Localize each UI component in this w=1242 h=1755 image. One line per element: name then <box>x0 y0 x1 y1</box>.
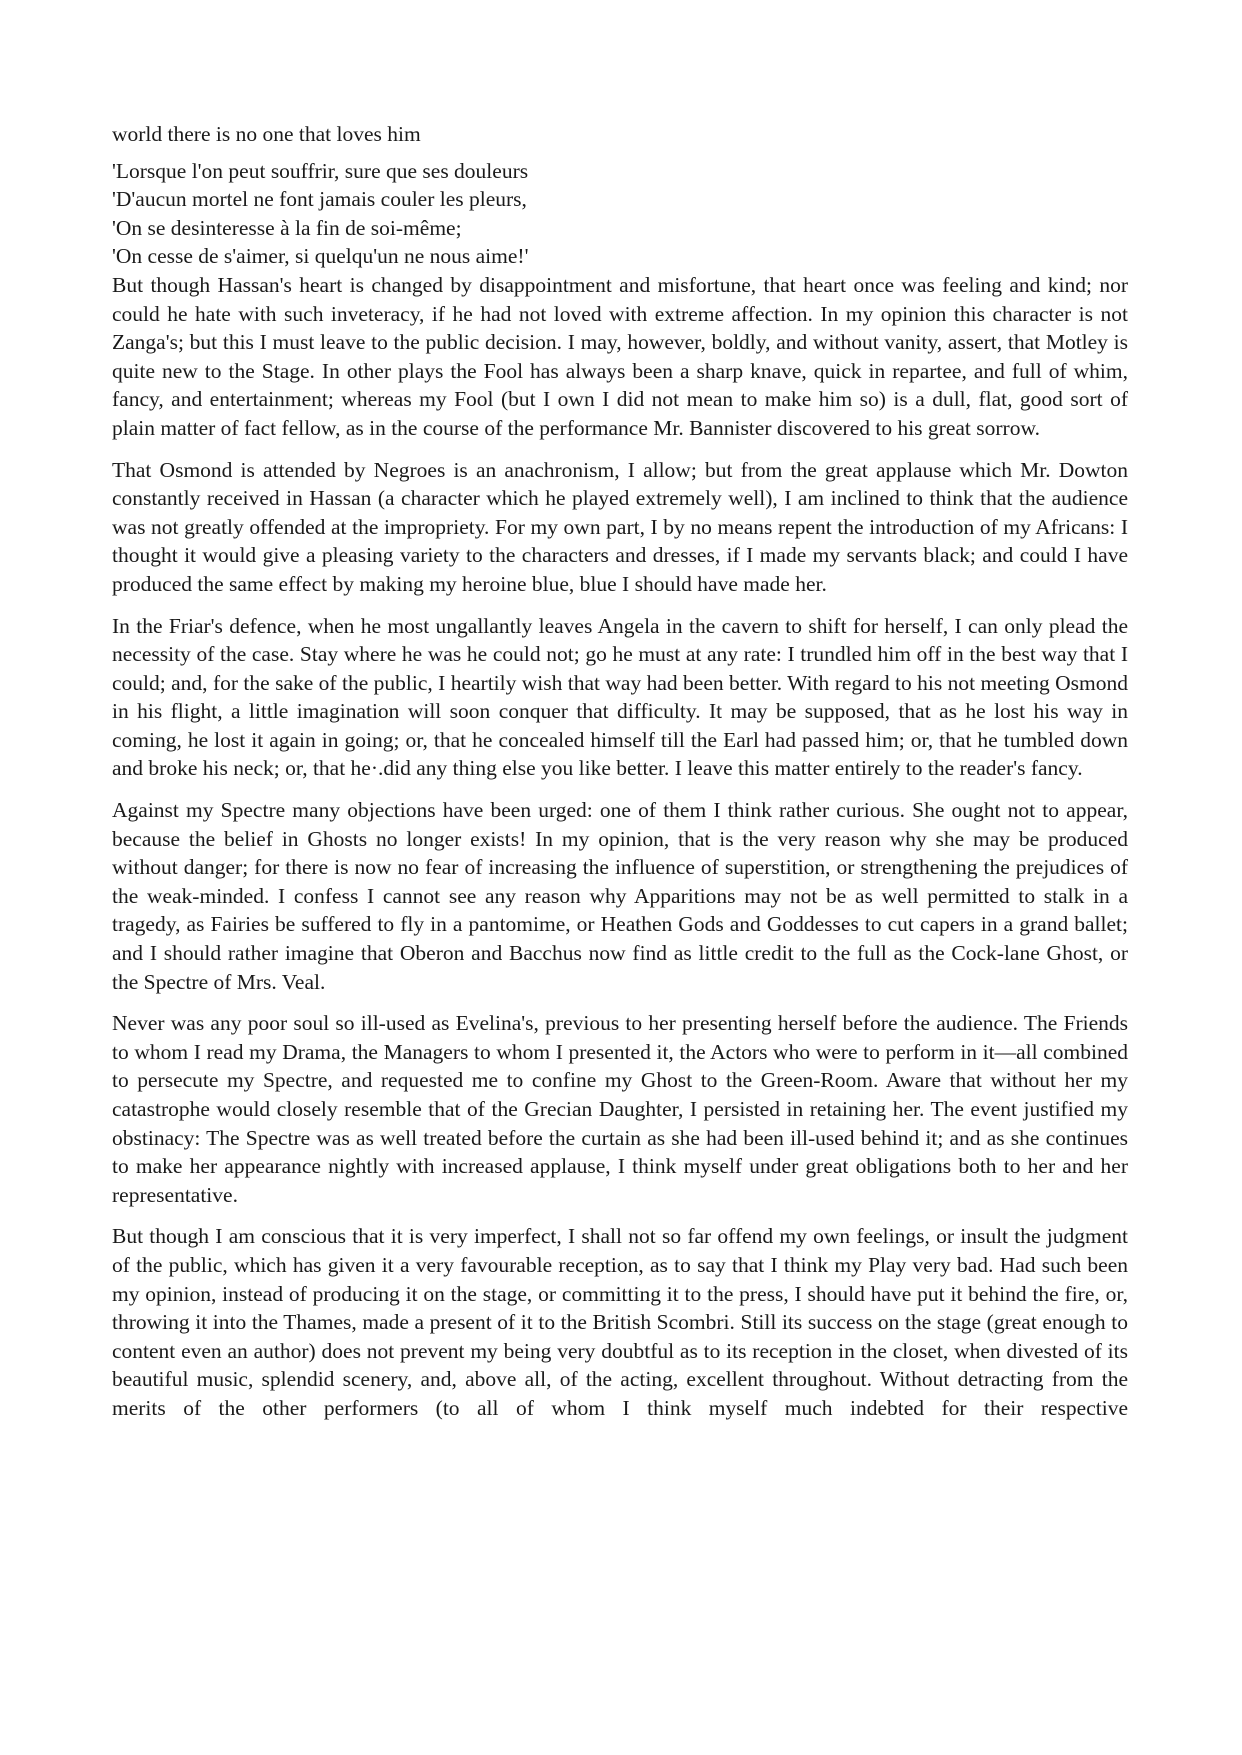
verse-line: 'On se desinteresse à la fin de soi-même; <box>112 215 462 240</box>
paragraph-negroes: That Osmond is attended by Negroes is an anachronism, I allow; but from the great applause which Mr. Dowton constantly received in Hassan (a character which he played extremely well), I am inclined to think that the audience was not greatly offended at the impropriety. For my own part, I by no means repent the introduction of my Africans: I thought it would give a pleasing variety to the characters and dresses, if I made my servants black; and could I have produced the same effect by making my heroine blue, blue I should have made her. <box>112 457 1128 596</box>
paragraph-evelina: Never was any poor soul so ill-used as Evelina's, previous to her presenting herself before the audience. The Friends to whom I read my Drama, the Managers to whom I presented it, the Actors who were to perform in it—all combined to persecute my Spectre, and requested me to confine my Ghost to the Green-Room. Aware that without her my catastrophe would closely resemble that of the Grecian Daughter, I persisted in retaining her. The event justified my obstinacy: The Spectre was as well treated before the curtain as she had been ill-used behind it; and as she continues to make her appearance nightly with increased applause, I think myself under great obligations both to her and her representative. <box>112 1011 1128 1207</box>
verse-line: 'Lorsque l'on peut souffrir, sure que ses douleurs <box>112 158 529 183</box>
paragraph-hassan-motley: But though Hassan's heart is changed by disappointment and misfortune, that heart once was feeling and kind; nor could he hate with such inveteracy, if he had not loved with extreme affection. In my opinion this character is not Zanga's; but this I must leave to the public decision. I may, however, boldly, and without vanity, assert, that Motley is quite new to the Stage. In other plays the Fool has always been a sharp knave, quick in repartee, and full of whim, fancy, and entertainment; whereas my Fool (but I own I did not mean to make him so) is a dull, flat, good sort of plain matter of fact fellow, as in the course of the performance Mr. Bannister discovered to his great sorrow. <box>112 272 1128 440</box>
verse-line: 'D'aucun mortel ne font jamais couler les pleurs, <box>112 187 527 212</box>
opening-line: world there is no one that loves him <box>112 122 421 146</box>
document-page <box>112 120 1128 1423</box>
paragraph-friar: In the Friar's defence, when he most ungallantly leaves Angela in the cavern to shift for herself, I can only plead the necessity of the case. Stay where he was he could not; go he must at any rate: I trundled him off in the best way that I could; and, for the sake of the public, I heartily wish that way had been better. With regard to his not meeting Osmond in his flight, a little imagination will soon conquer that difficulty. It may be supposed, that as he lost his way in coming, he lost it again in going; or, that he concealed himself till the Earl had passed him; or, that he tumbled down and broke his neck; or, that he·.did any thing else you like better. I leave this matter entirely to the reader's fancy. <box>112 613 1128 781</box>
verse-line: 'On cesse de s'aimer, si quelqu'un ne nous aime!' <box>112 244 529 269</box>
paragraph-play-reception: But though I am conscious that it is very imperfect, I shall not so far offend my own feelings, or insult the judgment of the public, which has given it a very favourable reception, as to say that I think my Play very bad. Had such been my opinion, instead of producing it on the stage, or committing it to the press, I should have put it behind the fire, or, throwing it into the Thames, made a present of it to the British Scombri. Still its success on the stage (great enough to content even an author) does not prevent my being very doubtful as to its reception in the closet, when divested of its beautiful music, splendid scenery, and, above all, of the acting, excellent throughout. Without detracting from the merits of the other performers (to all of whom I think myself much indebted for their respective <box>112 1224 1128 1420</box>
french-verse <box>112 157 1128 271</box>
paragraph-spectre-objections: Against my Spectre many objections have been urged: one of them I think rather curious. She ought not to appear, because the belief in Ghosts no longer exists! In my opinion, that is the very reason why she may be produced without danger; for there is now no fear of increasing the influence of superstition, or strengthening the prejudices of the weak-minded. I confess I cannot see any reason why Apparitions may not be as well permitted to stalk in a tragedy, as Fairies be suffered to fly in a pantomime, or Heathen Gods and Goddesses to cut capers in a grand ballet; and I should rather imagine that Oberon and Bacchus now find as little credit to the full as the Cock-lane Ghost, or the Spectre of Mrs. Veal. <box>112 798 1128 994</box>
